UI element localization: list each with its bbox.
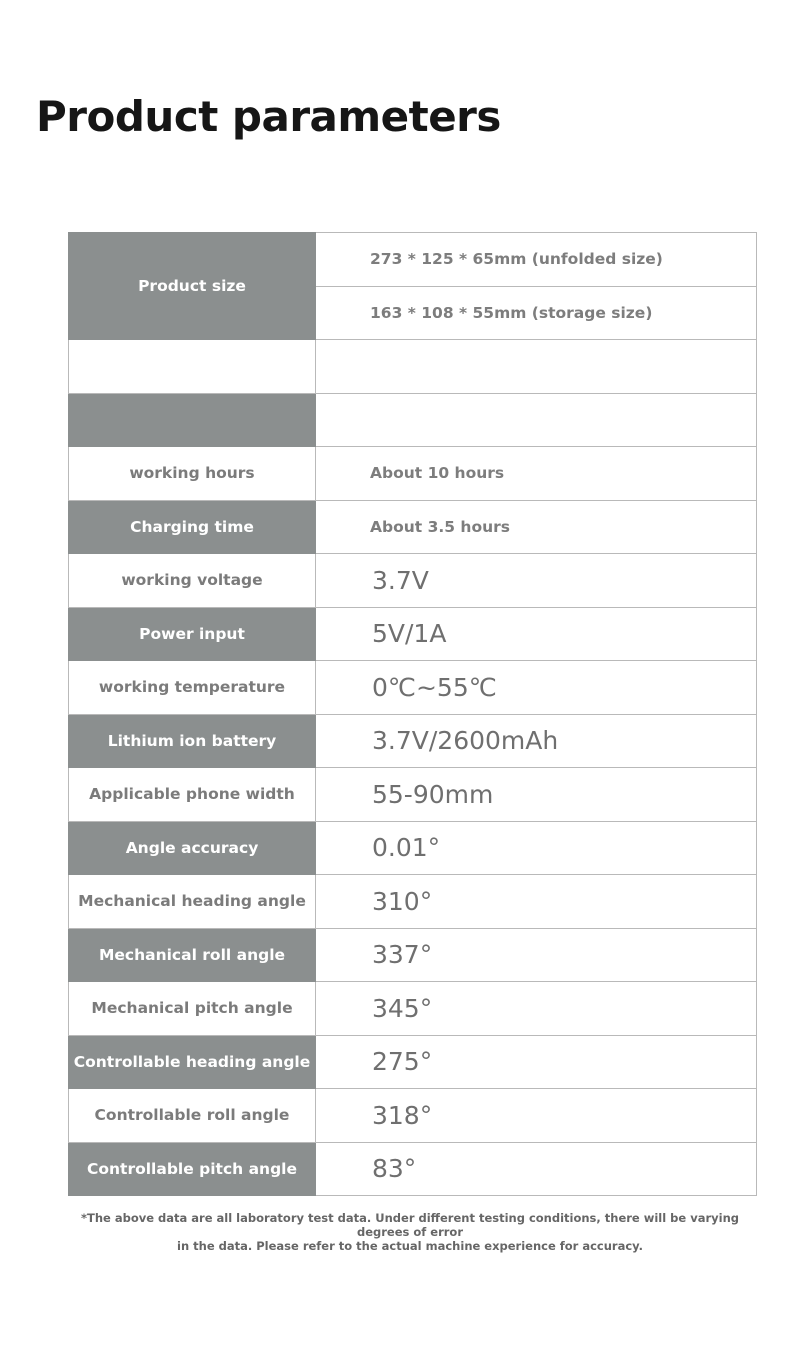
- spec-label: Applicable phone width: [69, 768, 316, 822]
- spec-value: 345°: [316, 982, 757, 1036]
- spec-value: About 10 hours: [316, 447, 757, 501]
- page-title: Product parameters: [36, 92, 501, 141]
- spec-label: working voltage: [69, 554, 316, 608]
- spec-label: Controllable roll angle: [69, 1089, 316, 1143]
- table-row: [69, 1035, 757, 1089]
- spec-value-unfolded-size: 273 * 125 * 65mm (unfolded size): [316, 233, 757, 287]
- spec-value: About 3.5 hours: [316, 500, 757, 554]
- spec-value: 3.7V/2600mAh: [316, 714, 757, 768]
- spec-label: [69, 393, 316, 447]
- table-row: [69, 982, 757, 1036]
- table-row: [69, 821, 757, 875]
- table-row: [69, 500, 757, 554]
- spec-label: Angle accuracy: [69, 821, 316, 875]
- table-row: [69, 1089, 757, 1143]
- spec-label: Controllable pitch angle: [69, 1142, 316, 1196]
- spec-value: 0.01°: [316, 821, 757, 875]
- spec-value: 3.7V: [316, 554, 757, 608]
- spec-label: Mechanical heading angle: [69, 875, 316, 929]
- spec-value: 318°: [316, 1089, 757, 1143]
- footnote: [60, 1211, 760, 1253]
- table-row: [69, 233, 757, 287]
- spec-label: working hours: [69, 447, 316, 501]
- table-row: [69, 393, 757, 447]
- table-row: [69, 1142, 757, 1196]
- table-row: [69, 768, 757, 822]
- spec-label: Mechanical roll angle: [69, 928, 316, 982]
- spec-value: 275°: [316, 1035, 757, 1089]
- spec-value: 5V/1A: [316, 607, 757, 661]
- spec-value: 0℃~55℃: [316, 661, 757, 715]
- table-row: [69, 928, 757, 982]
- spec-value-storage-size: 163 * 108 * 55mm (storage size): [316, 286, 757, 340]
- spec-label: Charging time: [69, 500, 316, 554]
- spec-label: working temperature: [69, 661, 316, 715]
- spec-value: 310°: [316, 875, 757, 929]
- footnote-line-2: in the data. Please refer to the actual machine experience for accuracy.: [177, 1239, 643, 1253]
- spec-label: Lithium ion battery: [69, 714, 316, 768]
- spec-label: Mechanical pitch angle: [69, 982, 316, 1036]
- table-row: [69, 661, 757, 715]
- spec-table: [68, 232, 757, 1196]
- spec-label: [69, 340, 316, 394]
- spec-value: 83°: [316, 1142, 757, 1196]
- table-row: [69, 554, 757, 608]
- table-row: [69, 607, 757, 661]
- table-row: [69, 340, 757, 394]
- spec-value: 55-90mm: [316, 768, 757, 822]
- spec-label: Power input: [69, 607, 316, 661]
- spec-label-product-size: Product size: [69, 233, 316, 340]
- spec-value: 337°: [316, 928, 757, 982]
- spec-label: Controllable heading angle: [69, 1035, 316, 1089]
- spec-value: [316, 393, 757, 447]
- table-row: [69, 875, 757, 929]
- footnote-line-1: *The above data are all laboratory test data. Under different testing conditions, there will be varying degrees of error: [80, 1211, 739, 1239]
- table-row: [69, 714, 757, 768]
- table-row: [69, 447, 757, 501]
- spec-value: [316, 340, 757, 394]
